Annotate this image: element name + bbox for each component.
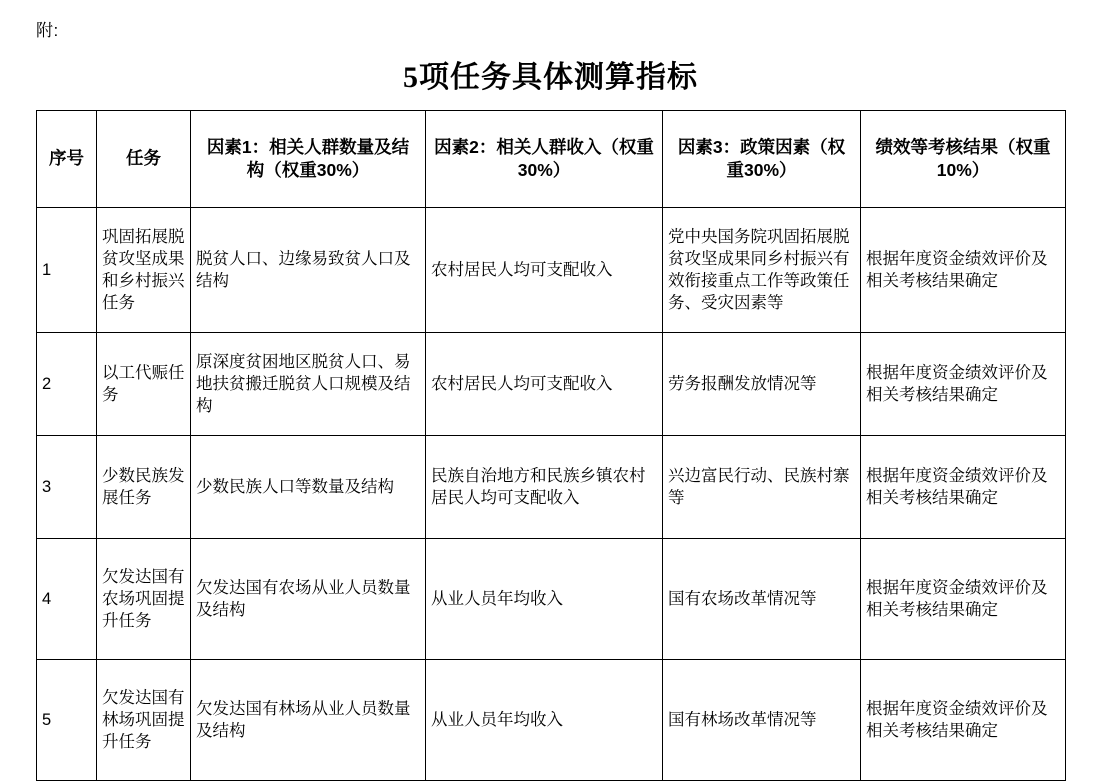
cell-performance: 根据年度资金绩效评价及相关考核结果确定 bbox=[861, 208, 1066, 333]
table-row bbox=[37, 436, 1066, 539]
cell-no: 5 bbox=[37, 660, 97, 781]
table-row bbox=[37, 660, 1066, 781]
table-header bbox=[37, 111, 1066, 208]
table-header-row bbox=[37, 111, 1066, 208]
cell-factor1: 欠发达国有林场从业人员数量及结构 bbox=[191, 660, 426, 781]
cell-task: 欠发达国有农场巩固提升任务 bbox=[97, 539, 191, 660]
cell-factor1: 少数民族人口等数量及结构 bbox=[191, 436, 426, 539]
indicators-table bbox=[36, 110, 1066, 781]
cell-performance: 根据年度资金绩效评价及相关考核结果确定 bbox=[861, 660, 1066, 781]
cell-factor3: 劳务报酬发放情况等 bbox=[663, 333, 861, 436]
cell-factor3: 党中央国务院巩固拓展脱贫攻坚成果同乡村振兴有效衔接重点工作等政策任务、受灾因素等 bbox=[663, 208, 861, 333]
cell-no: 4 bbox=[37, 539, 97, 660]
cell-task: 欠发达国有林场巩固提升任务 bbox=[97, 660, 191, 781]
cell-factor1: 脱贫人口、边缘易致贫人口及结构 bbox=[191, 208, 426, 333]
column-header-task: 任务 bbox=[97, 111, 191, 208]
table-body bbox=[37, 208, 1066, 781]
cell-factor3: 国有农场改革情况等 bbox=[663, 539, 861, 660]
cell-no: 1 bbox=[37, 208, 97, 333]
cell-factor1: 原深度贫困地区脱贫人口、易地扶贫搬迁脱贫人口规模及结构 bbox=[191, 333, 426, 436]
cell-no: 3 bbox=[37, 436, 97, 539]
column-header-factor3: 因素3：政策因素（权重30%） bbox=[663, 111, 861, 208]
table-row bbox=[37, 333, 1066, 436]
cell-performance: 根据年度资金绩效评价及相关考核结果确定 bbox=[861, 333, 1066, 436]
cell-factor3: 国有林场改革情况等 bbox=[663, 660, 861, 781]
cell-factor3: 兴边富民行动、民族村寨等 bbox=[663, 436, 861, 539]
cell-performance: 根据年度资金绩效评价及相关考核结果确定 bbox=[861, 539, 1066, 660]
column-header-no: 序号 bbox=[37, 111, 97, 208]
cell-task: 以工代赈任务 bbox=[97, 333, 191, 436]
cell-factor2: 农村居民人均可支配收入 bbox=[426, 333, 663, 436]
cell-no: 2 bbox=[37, 333, 97, 436]
page-title: 5项任务具体测算指标 bbox=[403, 61, 698, 94]
table-row bbox=[37, 539, 1066, 660]
cell-factor2: 民族自治地方和民族乡镇农村居民人均可支配收入 bbox=[426, 436, 663, 539]
column-header-factor1: 因素1：相关人群数量及结构（权重30%） bbox=[191, 111, 426, 208]
column-header-performance: 绩效等考核结果（权重10%） bbox=[861, 111, 1066, 208]
column-header-factor2: 因素2：相关人群收入（权重30%） bbox=[426, 111, 663, 208]
indicators-table-container bbox=[36, 110, 1065, 781]
cell-factor1: 欠发达国有农场从业人员数量及结构 bbox=[191, 539, 426, 660]
cell-factor2: 从业人员年均收入 bbox=[426, 539, 663, 660]
cell-task: 少数民族发展任务 bbox=[97, 436, 191, 539]
table-row bbox=[37, 208, 1066, 333]
cell-factor2: 农村居民人均可支配收入 bbox=[426, 208, 663, 333]
cell-performance: 根据年度资金绩效评价及相关考核结果确定 bbox=[861, 436, 1066, 539]
cell-factor2: 从业人员年均收入 bbox=[426, 660, 663, 781]
attachment-label: 附: bbox=[36, 21, 59, 40]
cell-task: 巩固拓展脱贫攻坚成果和乡村振兴任务 bbox=[97, 208, 191, 333]
